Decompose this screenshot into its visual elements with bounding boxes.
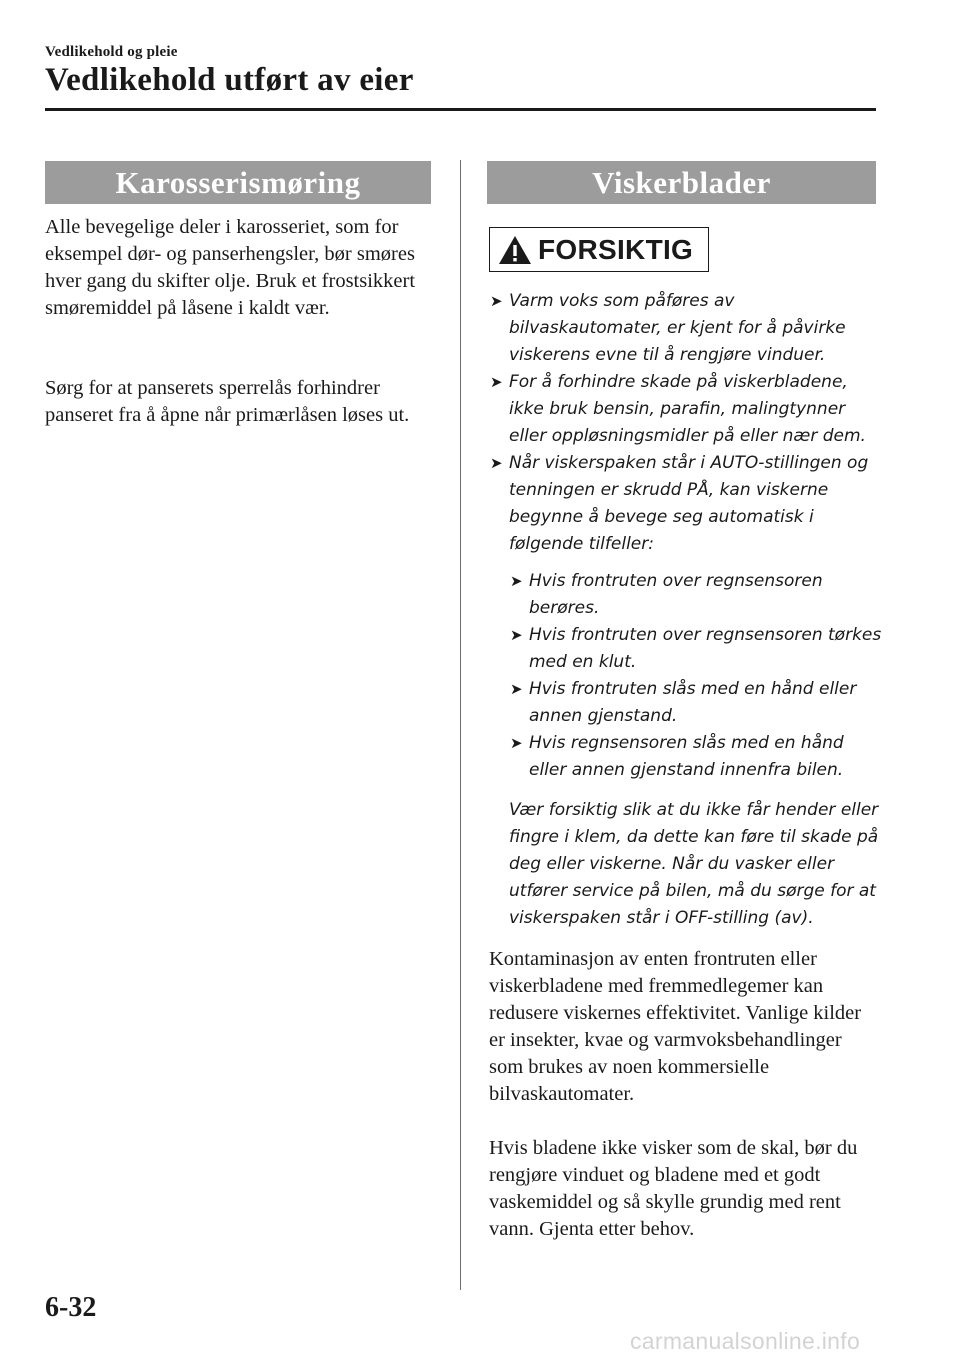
arrow-bullet-icon: ➤ bbox=[510, 680, 523, 698]
paragraph-cleaning: Hvis bladene ikke visker som de skal, bør du rengjøre vinduet og bladene med et godt vaskemiddel og så skylle grundig med rent vann. Gjenta etter behov. bbox=[489, 1137, 858, 1240]
caution-item-text: Når viskerspaken står i AUTO-stillingen og tenningen er skrudd PÅ, kan viskerne begynne å bevege seg automatisk i følgende tilfeller: bbox=[509, 453, 869, 554]
arrow-bullet-icon: ➤ bbox=[490, 292, 503, 310]
caution-subitem-text: Hvis frontruten slås med en hånd eller annen gjenstand. bbox=[529, 679, 857, 726]
paragraph-hood-latch: Sørg for at panserets sperrelås forhindrer panseret fra å åpne når primærlåsen løses ut. bbox=[45, 377, 410, 426]
page-title: Vedlikehold utført av eier bbox=[45, 62, 414, 98]
header-divider bbox=[45, 108, 876, 111]
caution-subitem bbox=[490, 676, 882, 730]
caution-subitem bbox=[490, 622, 882, 676]
arrow-bullet-icon: ➤ bbox=[510, 572, 523, 590]
arrow-bullet-icon: ➤ bbox=[490, 454, 503, 472]
heading-viskerblader: Viskerblader bbox=[487, 161, 876, 204]
caution-subitem-text: Hvis regnsensoren slås med en hånd eller annen gjenstand innenfra bilen. bbox=[529, 733, 844, 780]
section-label: Vedlikehold og pleie bbox=[45, 44, 178, 60]
caution-item bbox=[490, 450, 882, 558]
caution-list bbox=[490, 288, 882, 932]
paragraph-lubrication: Alle bevegelige deler i karosseriet, som for eksempel dør- og panserhengsler, bør smøres hver gang du skifter olje. Bruk et frostsikkert smøremiddel på låsene i kaldt vær. bbox=[45, 216, 416, 319]
column-divider bbox=[460, 160, 461, 1290]
caution-subitem-text: Hvis frontruten over regnsensoren berøres. bbox=[529, 571, 823, 618]
arrow-bullet-icon: ➤ bbox=[510, 626, 523, 644]
caution-subitem bbox=[490, 730, 882, 784]
caution-note: Vær forsiktig slik at du ikke får hender eller fingre i klem, da dette kan føre til skade på deg eller viskerne. Når du vasker eller utfører service på bilen, må du sørge for at viskerspaken står i OFF-stilling (av). bbox=[509, 800, 879, 928]
paragraph-contamination: Kontaminasjon av enten frontruten eller viskerbladene med fremmedlegemer kan redusere viskernes effektivitet. Vanlige kilder er insekter, kvae og varmvoksbehandlinger som brukes av noen kommersielle bilvaskautomater. bbox=[489, 948, 862, 1105]
caution-subitem bbox=[490, 568, 882, 622]
caution-box bbox=[489, 227, 709, 272]
arrow-bullet-icon: ➤ bbox=[490, 373, 503, 391]
warning-triangle-icon bbox=[498, 235, 532, 265]
page-number: 6-32 bbox=[45, 1292, 97, 1323]
caution-item-text: For å forhindre skade på viskerbladene, ikke bruk bensin, parafin, malingtynner eller oppløsningsmidler på eller nær dem. bbox=[509, 372, 866, 446]
arrow-bullet-icon: ➤ bbox=[510, 734, 523, 752]
watermark-brand: carmanualsonline.info bbox=[630, 1328, 861, 1354]
caution-item-text: Varm voks som påføres av bilvaskautomater, er kjent for å påvirke viskerens evne til å rengjøre vinduer. bbox=[509, 291, 846, 365]
caution-item bbox=[490, 369, 882, 450]
caution-item bbox=[490, 288, 882, 369]
caution-label: FORSIKTIG bbox=[538, 233, 694, 265]
heading-karosserismoring: Karosserismøring bbox=[45, 161, 431, 204]
caution-subitem-text: Hvis frontruten over regnsensoren tørkes med en klut. bbox=[529, 625, 882, 672]
